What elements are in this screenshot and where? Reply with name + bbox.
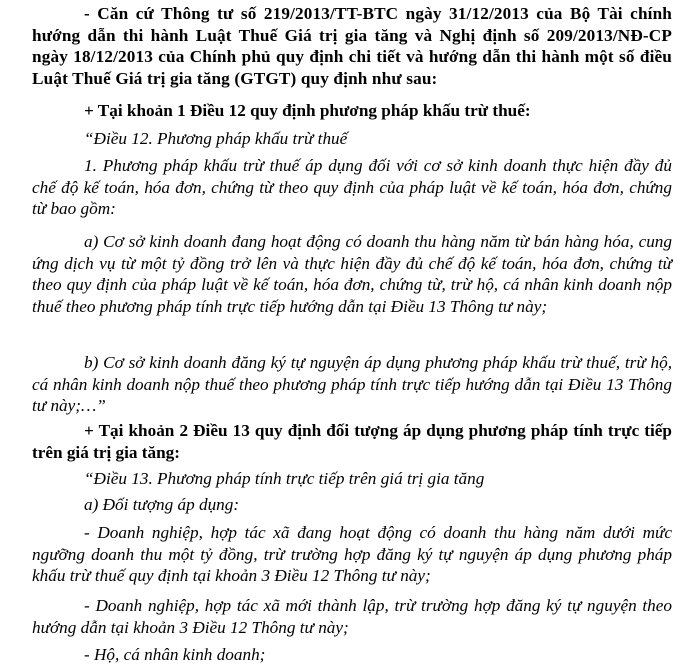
paragraph-article-13-bullet-2: - Doanh nghiệp, hợp tác xã mới thành lập, trừ trường hợp đăng ký tự nguyện theo hướng dẫn tại khoản 3 Điều 12 Thông tư này; (32, 596, 672, 637)
paragraph-legal-basis: - Căn cứ Thông tư số 219/2013/TT-BTC ngày 31/12/2013 của Bộ Tài chính hướng dẫn thi hành Luật Thuế Giá trị gia tăng và Nghị định số 209/2013/NĐ-CP ngày 18/12/2013 của Chính phủ quy định chi tiết và hướng dẫn thi hành một số điều Luật Thuế Giá trị gia tăng (GTGT) quy định như sau: (32, 4, 672, 88)
paragraph-article-12-item-b: b) Cơ sở kinh doanh đăng ký tự nguyện áp dụng phương pháp khấu trừ thuế, trừ hộ, cá nhân kinh doanh nộp thuế theo phương pháp tính trực tiếp hướng dẫn tại Điều 13 Thông tư này;…” (32, 353, 672, 416)
paragraph-clause-1-article-12-heading: + Tại khoản 1 Điều 12 quy định phương pháp khấu trừ thuế: (84, 101, 531, 120)
paragraph-article-13-title: “Điều 13. Phương pháp tính trực tiếp trên giá trị gia tăng (84, 469, 485, 488)
paragraph-article-13-item-a: a) Đối tượng áp dụng: (84, 495, 240, 514)
paragraph-article-13-bullet-1: - Doanh nghiệp, hợp tác xã đang hoạt động có doanh thu hàng năm dưới mức ngưỡng doanh thu một tỷ đồng, trừ trường hợp đăng ký tự nguyện áp dụng phương pháp khấu trừ thuế quy định tại khoản 3 Điều 12 Thông tư này; (32, 523, 672, 586)
paragraph-clause-2-article-13-heading: + Tại khoản 2 Điều 13 quy định đối tượng áp dụng phương pháp tính trực tiếp trên giá trị gia tăng: (32, 421, 672, 462)
paragraph-article-12-item-a: a) Cơ sở kinh doanh đang hoạt động có doanh thu hàng năm từ bán hàng hóa, cung ứng dịch vụ từ một tỷ đồng trở lên và thực hiện đầy đủ chế độ kế toán, hóa đơn, chứng từ theo quy định của pháp luật về kế toán, hóa đơn, chứng từ, trừ hộ, cá nhân kinh doanh nộp thuế theo phương pháp tính trực tiếp hướng dẫn tại Điều 13 Thông tư này; (32, 232, 672, 316)
paragraph-article-12-item-1: 1. Phương pháp khấu trừ thuế áp dụng đối với cơ sở kinh doanh thực hiện đầy đủ chế độ kế toán, hóa đơn, chứng từ theo quy định của pháp luật về kế toán, hóa đơn, chứng từ bao gồm: (32, 156, 672, 219)
paragraph-article-13-bullet-3: - Hộ, cá nhân kinh doanh; (84, 645, 266, 664)
paragraph-article-12-title: “Điều 12. Phương pháp khấu trừ thuế (84, 129, 348, 148)
